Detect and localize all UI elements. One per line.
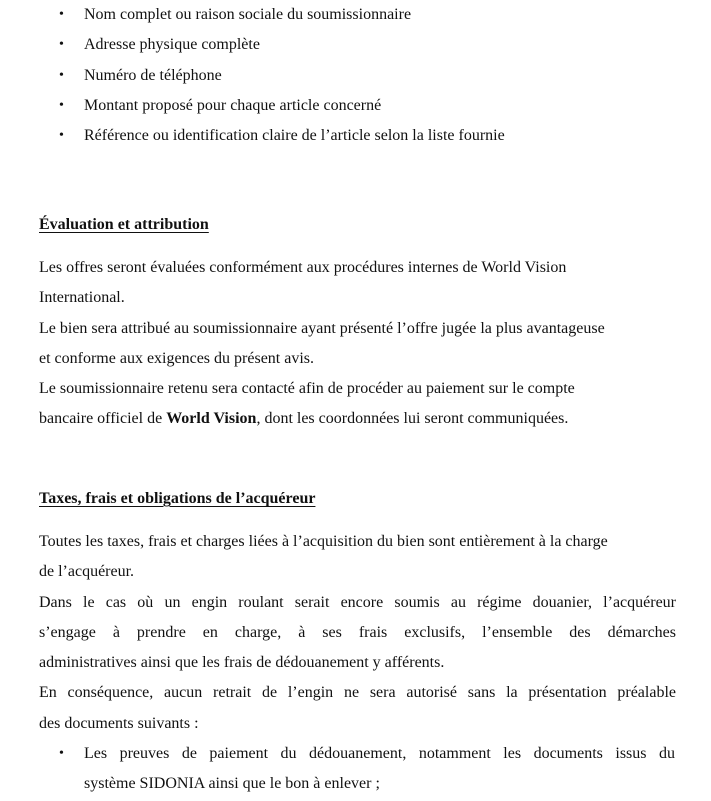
bullet-icon: •	[59, 7, 64, 22]
bullet-icon: •	[59, 67, 64, 83]
list-item-text: Montant proposé pour chaque article concerné	[84, 96, 382, 114]
bullet-icon: •	[59, 97, 64, 113]
bullet-icon: •	[59, 128, 64, 144]
list-item-text: système SIDONIA ainsi que le bon à enlever ;	[84, 775, 380, 793]
paragraph-line: Toutes les taxes, frais et charges liées à l’acquisition du bien sont entièrement à la charge	[39, 533, 608, 550]
list-item-text: Les preuves de paiement du dédouanement, notamment les documents issus du	[84, 745, 675, 762]
paragraph-line: Les offres seront évaluées conformément aux procédures internes de World Vision	[39, 259, 567, 276]
section-heading-evaluation: Évaluation et attribution	[39, 216, 209, 233]
evaluation-paragraph	[39, 253, 676, 435]
paragraph-line: Dans le cas où un engin roulant serait encore soumis au régime douanier, l’acquéreur	[39, 593, 676, 611]
list-item-text: Référence ou identification claire de l’article selon la liste fournie	[84, 127, 505, 145]
paragraph-line: s’engage à prendre en charge, à ses frais exclusifs, l’ensemble des démarches	[39, 623, 676, 641]
text-run: , dont les coordonnées lui seront communiquées.	[256, 410, 569, 428]
list-item-text: Adresse physique complète	[84, 36, 260, 54]
organization-name: World Vision	[166, 410, 257, 428]
paragraph-line: En conséquence, aucun retrait de l’engin ne sera autorisé sans la présentation préalable	[39, 684, 676, 702]
bullet-icon: •	[59, 746, 64, 761]
list-item	[0, 30, 711, 60]
paragraph-line: de l’acquéreur.	[39, 563, 135, 581]
paragraph-line: administratives ainsi que les frais de dédouanement y afférents.	[39, 654, 445, 672]
paragraph-line: Le bien sera attribué au soumissionnaire ayant présenté l’offre jugée la plus avantageuse	[39, 319, 605, 337]
list-item-text: Numéro de téléphone	[84, 66, 222, 84]
taxes-paragraph	[39, 527, 676, 739]
list-item-text: Nom complet ou raison sociale du soumissionnaire	[84, 6, 412, 23]
bullet-icon: •	[59, 37, 64, 53]
paragraph-line	[39, 404, 676, 434]
paragraph-line: des documents suivants :	[39, 714, 199, 732]
paragraph-line: Le soumissionnaire retenu sera contacté afin de procéder au paiement sur le compte	[39, 380, 575, 398]
paragraph-line: et conforme aux exigences du présent avis.	[39, 349, 315, 367]
list-item	[0, 739, 711, 800]
text-run: bancaire officiel de	[39, 410, 167, 428]
paragraph-line: International.	[39, 289, 125, 307]
list-item	[0, 91, 711, 121]
list-item	[0, 121, 711, 151]
section-heading-taxes: Taxes, frais et obligations de l’acquéreur	[39, 490, 316, 507]
list-item	[0, 61, 711, 91]
required-documents-list	[0, 739, 711, 800]
list-item	[0, 0, 711, 30]
submission-requirements-list	[0, 0, 711, 151]
